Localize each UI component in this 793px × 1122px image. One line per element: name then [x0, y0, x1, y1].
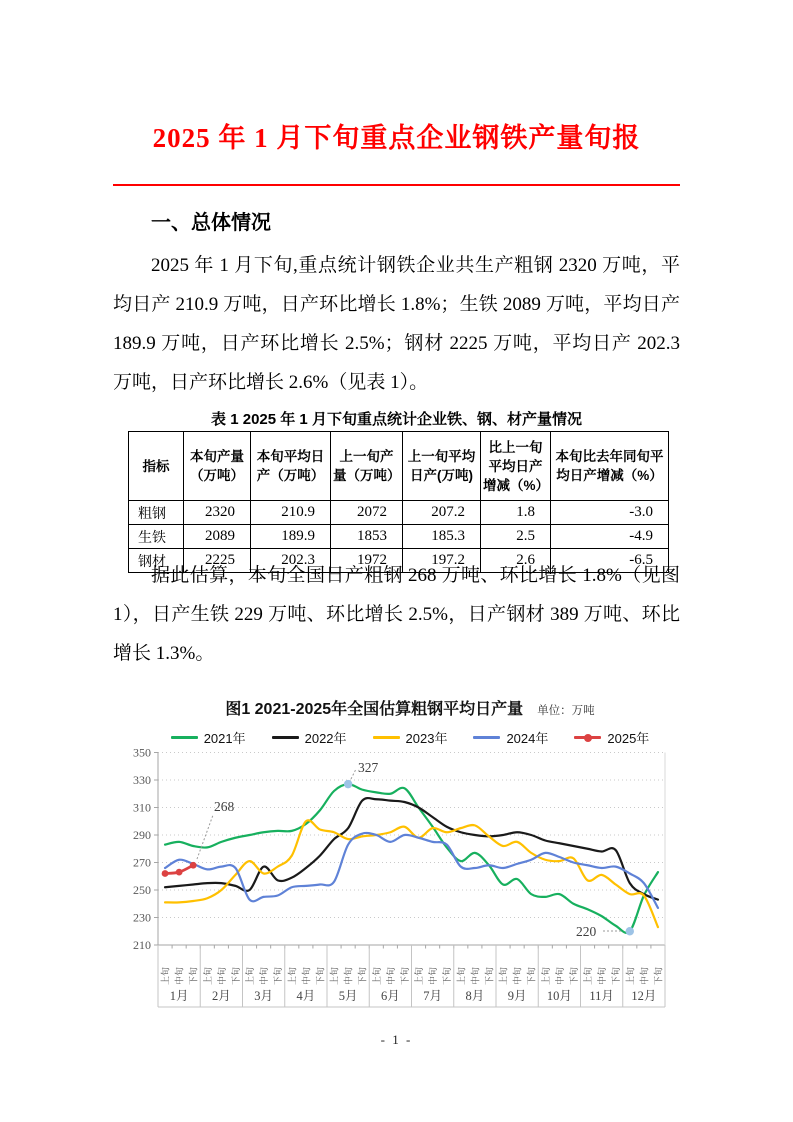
x-axis-period-label: 下旬	[315, 966, 326, 985]
x-axis-period-label: 上旬	[287, 966, 298, 985]
value-cell: 202.3	[251, 549, 331, 573]
x-axis-period-label: 下旬	[357, 966, 368, 985]
x-axis-month-label: 1月	[169, 989, 189, 1003]
table-column-header: 本旬比去年同旬平均日产增减（%）	[551, 432, 669, 501]
value-cell: 189.9	[251, 525, 331, 549]
x-axis-month-label: 4月	[296, 989, 316, 1003]
value-cell: 1853	[331, 525, 403, 549]
legend-label: 2025年	[607, 731, 650, 746]
x-axis-period-label: 下旬	[188, 966, 199, 985]
legend-line-swatch	[171, 736, 198, 739]
legend-marker-dot	[584, 734, 592, 742]
legend-item-2022	[272, 728, 347, 747]
x-axis-period-label: 中旬	[639, 966, 650, 985]
x-axis-period-label: 中旬	[554, 966, 565, 985]
y-axis-label: 210	[133, 938, 151, 952]
highlight-marker	[626, 927, 634, 935]
table-header-row	[129, 432, 669, 501]
x-axis-month-label: 8月	[465, 989, 485, 1003]
annotation-leader-line	[351, 769, 356, 779]
x-axis-period-label: 上旬	[625, 966, 636, 985]
row-label-cell: 生铁	[129, 525, 184, 549]
x-axis-period-label: 中旬	[174, 966, 185, 985]
x-axis-month-label: 11月	[589, 989, 614, 1003]
x-axis-period-label: 下旬	[568, 966, 579, 985]
table-column-header: 上一旬产量（万吨）	[331, 432, 403, 501]
x-axis-period-label: 下旬	[442, 966, 453, 985]
highlight-marker	[344, 780, 352, 788]
x-axis-period-label: 上旬	[329, 966, 340, 985]
title-divider	[113, 184, 680, 186]
chart-title: 图1 2021-2025年全国估算粗钢平均日产量	[225, 701, 524, 718]
table-caption: 表 1 2025 年 1 月下旬重点统计企业铁、钢、材产量情况	[211, 411, 582, 428]
x-axis-period-label: 中旬	[512, 966, 523, 985]
x-axis-month-label: 12月	[631, 989, 657, 1003]
x-axis-period-label: 下旬	[611, 966, 622, 985]
value-cell: 1.8	[481, 501, 551, 525]
chart-unit-label: 单位：万吨	[537, 705, 595, 717]
x-axis-period-label: 下旬	[653, 966, 664, 985]
value-cell: 2320	[184, 501, 251, 525]
table-row	[129, 501, 669, 525]
legend-label: 2021年	[203, 731, 246, 746]
series-line-2022	[165, 798, 658, 900]
legend-line-swatch	[574, 736, 601, 739]
x-axis-month-label: 5月	[338, 989, 358, 1003]
value-cell: -6.5	[551, 549, 669, 573]
row-label-cell: 粗钢	[129, 501, 184, 525]
x-axis-period-label: 中旬	[428, 966, 439, 985]
body-paragraph-2: 据此估算，本旬全国日产粗钢 268 万吨、环比增长 1.8%（见图 1），日产生铁 229 万吨、环比增长 2.5%，日产钢材 389 万吨、环比增长 1.3%。	[113, 565, 680, 664]
legend-line-swatch	[473, 736, 500, 739]
value-cell: 2072	[331, 501, 403, 525]
x-axis-month-label: 7月	[423, 989, 443, 1003]
y-axis-label: 310	[133, 800, 151, 815]
x-axis-month-label: 6月	[380, 989, 400, 1003]
section-heading: 一、总体情况	[151, 212, 271, 234]
value-cell: 2089	[184, 525, 251, 549]
table-column-header: 比上一旬平均日产增减（%）	[481, 432, 551, 501]
row-label-cell: 钢材	[129, 549, 184, 573]
legend-label: 2023年	[405, 731, 448, 746]
legend-item-2023	[373, 728, 448, 747]
x-axis-period-label: 下旬	[273, 966, 284, 985]
data-point-marker-2025	[176, 869, 183, 876]
x-axis-month-label: 2月	[211, 989, 231, 1003]
x-axis-month-label: 9月	[507, 989, 527, 1003]
chart-title-row	[130, 696, 690, 719]
value-cell: 210.9	[251, 501, 331, 525]
table-column-header: 本旬产量（万吨）	[184, 432, 251, 501]
value-cell: 207.2	[403, 501, 481, 525]
x-axis-period-label: 上旬	[245, 966, 256, 985]
annotation-leader-line	[197, 815, 213, 859]
table-column-header: 本旬平均日产（万吨）	[251, 432, 331, 501]
table-column-header: 上一旬平均日产(万吨)	[403, 432, 481, 501]
figure-1-chart	[130, 690, 690, 1020]
annotation-label: 220	[576, 924, 597, 939]
x-axis-period-label: 上旬	[540, 966, 551, 985]
x-axis-period-label: 上旬	[371, 966, 382, 985]
y-axis-label: 270	[133, 855, 151, 870]
legend-label: 2022年	[304, 731, 347, 746]
value-cell: 2.5	[481, 525, 551, 549]
value-cell: 2225	[184, 549, 251, 573]
production-table	[128, 431, 669, 573]
x-axis-period-label: 中旬	[259, 966, 270, 985]
table-column-header: 指标	[129, 432, 184, 501]
annotation-label: 268	[214, 799, 235, 814]
body-paragraph-1: 2025 年 1 月下旬,重点统计钢铁企业共生产粗钢 2320 万吨，平均日产 210.9 万吨，日产环比增长 1.8%；生铁 2089 万吨，平均日产 189.9 万吨，日产环比增长 2.5%；钢材 2225 万吨，平均日产 202.3 万吨，日产环比增长 2.6%（见表 1）。	[113, 255, 680, 393]
value-cell: 1972	[331, 549, 403, 573]
x-axis-period-label: 中旬	[301, 966, 312, 985]
x-axis-period-label: 上旬	[202, 966, 213, 985]
legend-item-2024	[473, 728, 548, 747]
y-axis-label: 230	[133, 910, 151, 925]
x-axis-period-label: 下旬	[526, 966, 537, 985]
value-cell: 197.2	[403, 549, 481, 573]
x-axis-period-label: 中旬	[216, 966, 227, 985]
x-axis-period-label: 中旬	[597, 966, 608, 985]
x-axis-period-label: 中旬	[385, 966, 396, 985]
annotation-label: 327	[358, 760, 379, 775]
data-point-marker-2025	[190, 862, 197, 869]
page-number: - 1 -	[380, 1032, 413, 1047]
x-axis-period-label: 上旬	[583, 966, 594, 985]
x-axis-period-label: 上旬	[414, 966, 425, 985]
x-axis-period-label: 上旬	[160, 966, 171, 985]
y-axis-label: 250	[133, 883, 151, 897]
table-header	[129, 432, 669, 501]
legend-item-2021	[171, 728, 246, 747]
value-cell: 185.3	[403, 525, 481, 549]
x-axis-period-label: 上旬	[498, 966, 509, 985]
series-line-2021	[165, 784, 658, 933]
x-axis-period-label: 中旬	[470, 966, 481, 985]
chart-legend	[130, 728, 690, 747]
x-axis-period-label: 下旬	[230, 966, 241, 985]
value-cell: -4.9	[551, 525, 669, 549]
x-axis-period-label: 下旬	[484, 966, 495, 985]
x-axis-period-label: 下旬	[399, 966, 410, 985]
x-axis-month-label: 10月	[546, 989, 572, 1003]
y-axis-label: 290	[133, 828, 151, 842]
y-axis-label: 350	[133, 745, 151, 760]
data-point-marker-2025	[162, 870, 169, 877]
value-cell: -3.0	[551, 501, 669, 525]
table-row	[129, 525, 669, 549]
value-cell: 2.6	[481, 549, 551, 573]
legend-item-2025	[574, 728, 649, 747]
x-axis-period-label: 上旬	[456, 966, 467, 985]
y-axis-label: 330	[133, 773, 151, 787]
legend-line-swatch	[373, 736, 400, 739]
legend-line-swatch	[272, 736, 299, 739]
legend-label: 2024年	[506, 731, 549, 746]
document-title: 2025 年 1 月下旬重点企业钢铁产量旬报	[152, 123, 641, 153]
x-axis-period-label: 中旬	[343, 966, 354, 985]
x-axis-month-label: 3月	[254, 989, 274, 1003]
